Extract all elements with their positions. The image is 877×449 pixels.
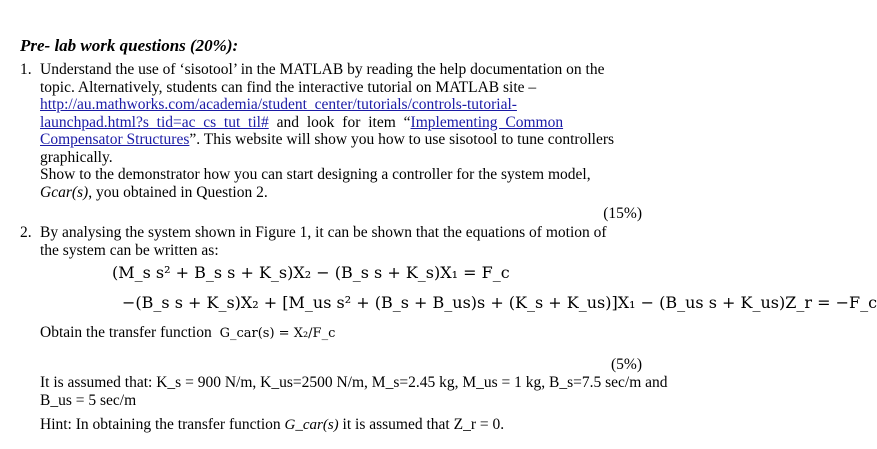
q2-line-1: By analysing the system shown in Figure 1, it can be shown that the equations of motion of <box>40 224 607 241</box>
question-1-marks: (15%) <box>603 205 642 222</box>
question-1-number: 1. <box>20 61 32 78</box>
assumptions-line-2: B_us = 5 sec/m <box>40 391 137 409</box>
system-model-symbol: Gcar(s) <box>40 183 89 201</box>
hint-suffix: it is assumed that Z_r = 0. <box>342 416 505 433</box>
transfer-function: G_car(s) = X₂/F_c <box>219 326 336 341</box>
q1-line-1: Understand the use of ‘sisotool’ in the MATLAB by reading the help documentation on the <box>40 61 605 78</box>
q1-line-5: graphically. <box>40 148 113 166</box>
question-2-marks: (5%) <box>611 356 642 373</box>
tutorial-link-line-2[interactable]: launchpad.html?s_tid=ac_cs_tut_til# <box>40 113 269 131</box>
assumptions-line-1: It is assumed that: K_s = 900 N/m, K_us=2500 N/m, M_s=2.45 kg, M_us = 1 kg, B_s=7.5 sec/m and <box>40 374 668 391</box>
q1-line-7-rest: , you obtained in Question 2. <box>88 183 268 201</box>
assumptions <box>40 374 668 409</box>
q1-line-2: topic. Alternatively, students can find the interactive tutorial on MATLAB site – <box>40 78 537 96</box>
q1-line-6: Show to the demonstrator how you can start designing a controller for the system model, <box>40 166 591 183</box>
hint-transfer-function: G_car(s) <box>284 417 339 433</box>
q2-line-2: the system can be written as: <box>40 241 219 259</box>
compensator-link-part-1[interactable]: Implementing Common <box>410 113 564 131</box>
obtain-tf-text <box>40 324 335 343</box>
equation-of-motion-2: −(B_s s + K_s)X₂ + [M_us s² + (B_s + B_us)s + (K_s + K_us)]X₁ − (B_us s + K_us)Z_r = −F_c <box>122 293 877 312</box>
question-1-text <box>40 61 642 201</box>
q1-and-look-text: and look for item “ <box>268 113 411 131</box>
section-heading: Pre- lab work questions (20%): <box>20 36 239 55</box>
hint-text <box>40 416 504 435</box>
q1-line-4-rest: ”. This website will show you how to use sisotool to tune controllers <box>189 131 615 148</box>
question-2-text <box>40 224 642 259</box>
compensator-link-part-2[interactable]: Compensator Structures <box>40 131 190 148</box>
obtain-label: Obtain the transfer function <box>40 324 212 341</box>
hint-prefix: Hint: In obtaining the transfer function <box>40 416 281 433</box>
equation-of-motion-1: (M_s s² + B_s s + K_s)X₂ − (B_s s + K_s)X₁ = F_c <box>112 263 510 282</box>
tutorial-link-line-1[interactable]: http://au.mathworks.com/academia/student_center/tutorials/controls-tutorial- <box>40 96 517 113</box>
question-2-number: 2. <box>20 224 32 241</box>
